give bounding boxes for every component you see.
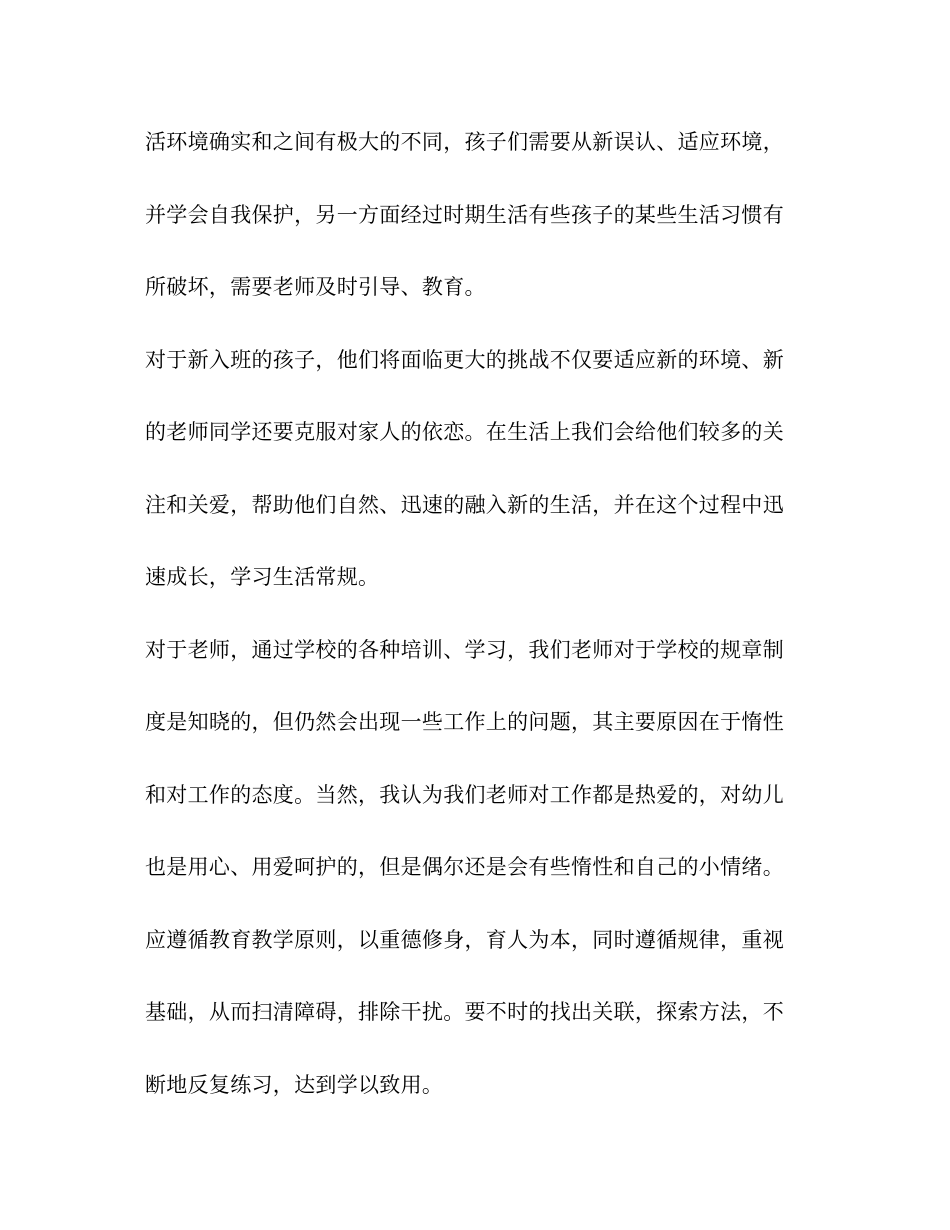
text-line: 的老师同学还要克服对家人的依恋。在生活上我们会给他们较多的关 <box>145 420 784 444</box>
text-line: 对于老师，通过学校的各种培训、学习，我们老师对于学校的规章制 <box>145 637 784 662</box>
text-line: 所破坏，需要老师及时引导、教育。 <box>145 275 486 299</box>
text-line: 也是用心、用爱呵护的，但是偶尔还是会有些惰性和自己的小情绪。 <box>145 855 784 879</box>
text-line: 基础，从而扫清障碍，排除干扰。要不时的找出关联，探索方法，不 <box>145 1000 784 1024</box>
text-line: 注和关爱，帮助他们自然、迅速的融入新的生活，并在这个过程中迅 <box>145 492 784 517</box>
text-line: 活环境确实和之间有极大的不同，孩子们需要从新误认、适应环境， <box>145 130 784 154</box>
text-line: 和对工作的态度。当然，我认为我们老师对工作都是热爱的，对幼儿 <box>145 782 784 807</box>
text-line: 对于新入班的孩子，他们将面临更大的挑战不仅要适应新的环境、新 <box>145 347 784 372</box>
text-line: 度是知晓的，但仍然会出现一些工作上的问题，其主要原因在于惰性 <box>145 710 784 734</box>
body-text <box>145 117 845 1132</box>
text-line: 速成长，学习生活常规。 <box>145 565 380 589</box>
text-line: 应遵循教育教学原则，以重德修身，育人为本，同时遵循规律，重视 <box>145 927 784 952</box>
text-line: 并学会自我保护，另一方面经过时期生活有些孩子的某些生活习惯有 <box>145 202 784 227</box>
text-line: 断地反复练习，达到学以致用。 <box>145 1072 444 1097</box>
